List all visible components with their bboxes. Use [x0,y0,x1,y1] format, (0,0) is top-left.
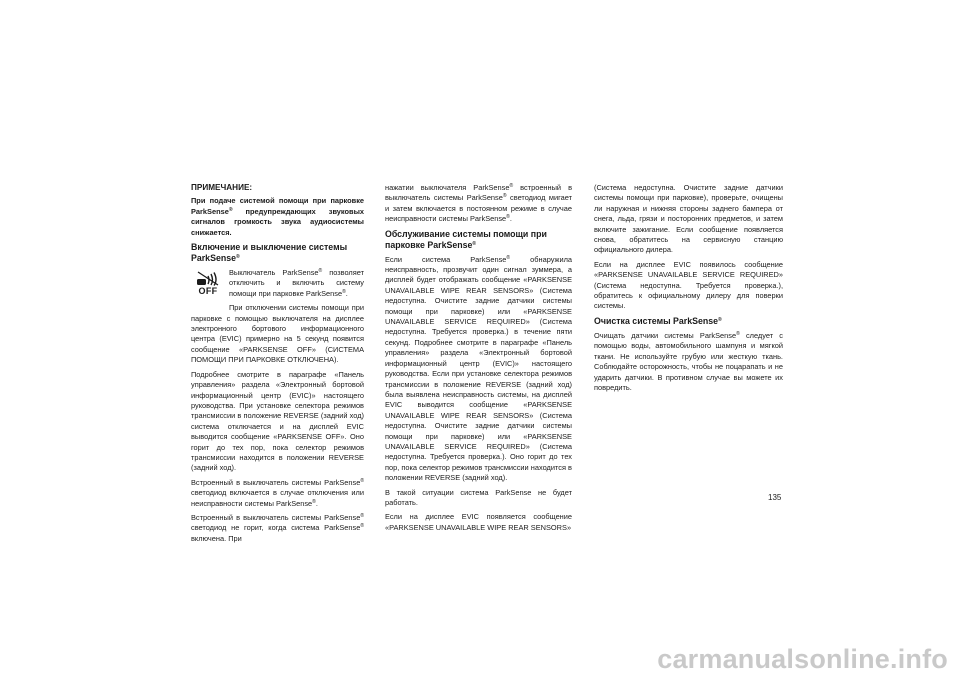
icon-off-label: OFF [198,286,218,297]
paragraph: Встроенный в выключатель системы ParkSense® светодиод не горит, когда система ParkSense® включена. При [191,512,364,543]
heading-toggle-parksense: Включение и выключение системы ParkSense® [191,242,348,264]
paragraph: (Система недоступна. Очистите задние датчики системы помощи при парковке), проверьте, очищены ли наружная и нижняя стороны заднего бампера от снега, льда, грязи и посторонних предметов, и затем включите зажигание. Если сообщение появляется снова, обратитесь на сервисную станцию официального дилера. [594,183,783,255]
paragraph: Очищать датчики системы ParkSense® следует с помощью воды, автомобильного шампуня и мягкой ткани. Не используйте грубую или жесткую ткань. Соблюдайте осторожность, чтобы не поцарапать и не ударить датчики. В противном случае вы можете их повредить. [594,330,783,392]
paragraph: Подробнее смотрите в параграфе «Панель управления» раздела «Электронный бортовой информационный центр (EVIC)» настоящего руководства. При установке селектора режимов трансмиссии в положение REVERSE (задний ход) система отключается и на дисплей EVIC выводится сообщение «PARKSENSE OFF». Оно горит до тех пор, пока селектор режимов трансмиссии находится в положении REVERSE (задний ход). [191,369,364,473]
paragraph: Если на дисплее EVIC появилось сообщение «PARKSENSE UNAVAILABLE SERVICE REQUIRED» (Система недоступна. Требуется проверка.), обратитесь к официальному дилеру для поверки системы. [594,259,783,311]
parksense-switch-icon [191,270,225,306]
paragraph: нажатии выключателя ParkSense® встроенный в выключатель системы ParkSense® светодиод мигает и затем включается в постоянном режиме в случае неисправности системы ParkSense®. [385,183,572,224]
heading-service-parksense: Обслуживание системы помощи при парковке ParkSense® [385,228,547,250]
column-left [191,183,364,548]
parking-sensor-icon [196,270,220,286]
paragraph: В такой ситуации система ParkSense не будет работать. [385,487,572,507]
note-text: При подаче системой помощи при парковке ParkSense® предупреждающих звуковых сигналов громкость звука аудиосистемы снижается. [191,196,364,237]
paragraph: Если система ParkSense® обнаружила неисправность, прозвучит один сигнал зуммера, а дисплей будет отображать сообщение «PARKSENSE UNAVAILABLE WIPE REAR SENSORS» (Система недоступна. Очистите задние датчики системы помощи при парковке) или «PARKSENSE UNAVAILABLE SERVICE REQUIRED» (Система недоступна. Требуется проверка.) в течение пяти секунд. Подробнее смотрите в параграфе «Панель управления» раздела «Электронный бортовой информационный центр (EVIC)» настоящего руководства. Если при установке селектора режимов трансмиссии в положение REVERSE (задний ход) была выявлена неисправность системы, на дисплей EVIC выводится сообщение «PARKSENSE UNAVAILABLE WIPE REAR SENSORS» (Система недоступна. Очистите задние датчики системы помощи при парковке) или «PARKSENSE UNAVAILABLE SERVICE REQUIRED» (Система недоступна. Требуется проверка.). Оно горит до тех пор, пока селектор режимов трансмиссии находится в положении REVERSE (задний ход). [385,254,572,483]
paragraph: Встроенный в выключатель системы ParkSense® светодиод включается в случае отключения или неисправности системы ParkSense®. [191,477,364,508]
column-right [594,183,783,397]
column-middle [385,183,572,537]
paragraph: Выключатель ParkSense® позволяет отключить и включить систему помощи при парковке ParkSense®. [229,268,364,298]
heading-clean-parksense: Очистка системы ParkSense® [594,315,722,326]
paragraph: Если на дисплее EVIC появляется сообщение «PARKSENSE UNAVAILABLE WIPE REAR SENSORS» [385,512,572,532]
paragraph: При отключении системы помощи при парковке с помощью выключателя на дисплее электронного бортового информационного центра (EVIC) примерно на 5 секунд появится сообщение «PARKSENSE OFF» (СИСТЕМА ПОМОЩИ ПРИ ПАРКОВКЕ ОТКЛЮЧЕНА). [191,303,364,365]
page-number: 135 [768,493,782,502]
note-title: ПРИМЕЧАНИЕ: [191,183,253,192]
watermark: carmanualsonline.info [657,644,948,674]
